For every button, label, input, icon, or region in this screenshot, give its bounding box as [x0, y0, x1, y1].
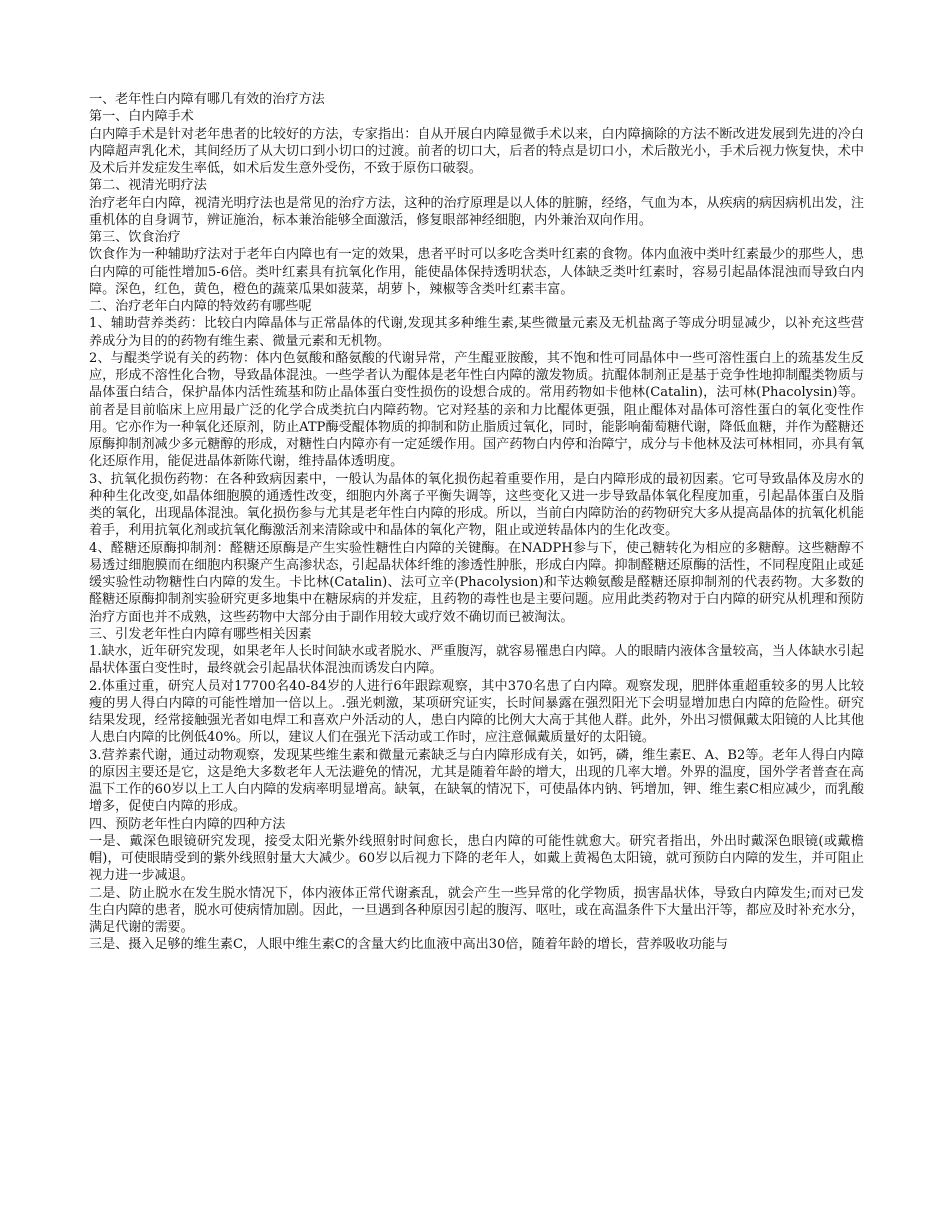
paragraph-vision-therapy: 治疗老年白内障，视清光明疗法也是常见的治疗方法，这种的治疗原理是以人体的脏腑，经络，气血为本，从疾病的病因病机出发，注重机体的自身调节，辨证施治，标本兼治能够全面激活，修复眼部神经细胞，内外兼治双向作用。 — [89, 195, 864, 228]
subheading-diet-therapy: 第三、饮食治疗 — [89, 230, 181, 245]
paragraph-dehydration: 1.缺水，近年研究发现，如果老年人长时间缺水或者脱水、严重腹泻，就容易罹患白内障。人的眼睛内液体含量较高，当人体缺水引起晶状体蛋白变性时，最终就会引起晶状体混浊而诱发白内障。 — [89, 644, 864, 677]
paragraph-antioxidant-drugs: 3、抗氧化损伤药物：在各种致病因素中，一般认为晶体的氧化损伤起着重要作用，是白内障形成的最初因素。它可导致晶体及房水的种种生化改变,如晶体细胞膜的通透性改变，细胞内外离子平衡失调等，这些变化又进一步导致晶体氧化程度加重，引起晶体蛋白及脂类的氧化，出现晶体混浊。氧化损伤参与尤其是老年性白内障的形成。所以，当前白内障防治的药物研究大多从提高晶体的抗氧化机能着手，利用抗氧化剂或抗氧化酶激活剂来清除或中和晶体的氧化产物，阻止或逆转晶体内的生化改变。 — [89, 471, 864, 539]
section-heading-3: 三、引发老年性白内障有哪些相关因素 — [89, 626, 312, 642]
paragraph-nutrient-metabolism: 3.营养素代谢，通过动物观察，发现某些维生素和微量元素缺乏与白内障形成有关，如钙，磷，维生素E、A、B2等。老年人得白内障的原因主要还是它，这是绝大多数老年人无法避免的情况，尤其是随着年龄的增大，出现的几率大增。外界的温度，国外学者普查在高温下工作的60岁以上工人白内障的发病率明显增高。缺氧，在缺氧的情况下，可使晶体内钠、钙增加，钾、维生素C相应减少，而乳酸增多，促使白内障的形成。 — [89, 747, 864, 815]
paragraph-quinone-drugs: 2、与醌类学说有关的药物：体内色氨酸和酪氨酸的代谢异常，产生醌亚胺酸，其不饱和性可同晶体中一些可溶性蛋白上的巯基发生反应，形成不溶性化合物，导致晶体混浊。一些学者认为醌体是老年性白内障的激发物质。抗醌体制剂正是基于竞争性地抑制醌类物质与晶体蛋白结合，保护晶体内活性巯基和防止晶体蛋白变性损伤的设想合成的。常用药物如卡他林(Catalin)，法可林(Phacolysin)等。前者是目前临床上应用最广泛的化学合成类抗白内障药物。它对羟基的亲和力比醌体更强，阻止醌体对晶体可溶性蛋白的氧化变性作用。它亦作为一种氧化还原剂，防止ATP酶受醌体物质的抑制和防止脂质过氧化，同时，能影响葡萄糖代谢，降低血糖，并作为醛糖还原酶抑制剂减少多元糖醇的形成，对糖性白内障亦有一定延缓作用。国产药物白内停和治障宁，成分与卡他林及法可林相同，亦具有氧化还原作用，能促进晶体新陈代谢，维持晶体透明度。 — [89, 350, 864, 470]
section-heading-1: 一、老年性白内障有哪几有效的治疗方法 — [89, 92, 325, 107]
paragraph-diet-therapy: 饮食作为一种辅助疗法对于老年白内障也有一定的效果，患者平时可以多吃含类叶红素的食物。体内血液中类叶红素最少的那些人，患白内障的可能性增加5-6倍。类叶红素具有抗氧化作用，能使晶体保持透明状态，人体缺乏类叶红素时，容易引起晶体混浊而导致白内障。深色，红色，黄色，橙色的蔬菜瓜果如菠菜，胡萝卜，辣椒等含类叶红素丰富。 — [89, 247, 864, 297]
document-body — [89, 91, 864, 954]
paragraph-cataract-surgery: 白内障手术是针对老年患者的比较好的方法，专家指出：自从开展白内障显微手术以来，白内障摘除的方法不断改进发展到先进的冷白内障超声乳化术，其间经历了从大切口到小切口的过渡。前者的切口大，后者的特点是切口小，术后散光小，手术后视力恢复快，术中及术后并发症发生率低，如术后发生意外受伤，不致于原伤口破裂。 — [89, 126, 864, 176]
section-heading-4: 四、预防老年性白内障的四种方法 — [89, 816, 286, 832]
subheading-cataract-surgery: 第一、白内障手术 — [89, 109, 194, 125]
paragraph-overweight: 2.体重过重，研究人员对17700名40-84岁的人进行6年跟踪观察，其中370名患了白内障。观察发现，肥胖体重超重较多的男人比较瘦的男人得白内障的可能性增加一倍以上。.强光刺激，某项研究证实，长时间暴露在强烈阳光下会明显增加患白内障的危险性。研究结果发现，经常接触强光者如电焊工和喜欢户外活动的人，患白内障的比例大大高于其他人群。此外，外出习惯佩戴太阳镜的人比其他人患白内障的比例低40%。所以，建议人们在强光下活动或工作时，应注意佩戴质量好的太阳镜。 — [89, 678, 864, 746]
paragraph-aldose-reductase-inhibitors: 4、醛糖还原酶抑制剂：醛糖还原酶是产生实验性糖性白内障的关键酶。在NADPH参与下，使己糖转化为相应的多糖醇。这些糖醇不易透过细胞膜而在细胞内积聚产生高渗状态，引起晶状体纤维的渗透性肿胀，形成白内障。抑制醛糖还原酶的活性，不同程度阻止或延缓实验性动物糖性白内障的发生。卡比林(Catalin)、法可立辛(Phacolysion)和苄达赖氨酸是醛糖还原抑制剂的代表药物。大多数的醛糖还原酶抑制剂实验研究更多地集中在糖尿病的并发症，且药物的毒性也是主要问题。应用此类药物对于白内障的研究从机理和预防治疗方面也并不成熟，这些药物中大部分由于副作用较大或疗效不确切而已被淘汰。 — [89, 540, 864, 625]
paragraph-vitamin-c: 三是、摄入足够的维生素C，人眼中维生素C的含量大约比血液中高出30倍，随着年龄的增长，营养吸收功能与 — [89, 937, 729, 953]
section-heading-2: 二、治疗老年白内障的特效药有哪些呢 — [89, 299, 312, 314]
paragraph-nutrition-drugs: 1、辅助营养类药：比较白内障晶体与正常晶体的代谢,发现其多种维生素,某些微量元素及无机盐离子等成分明显减少，以补充这些营养成分为目的的药物有维生素、微量元素和无机物。 — [89, 316, 864, 349]
paragraph-prevent-dehydration: 二是、防止脱水在发生脱水情况下，体内液体正常代谢紊乱，就会产生一些异常的化学物质，损害晶状体，导致白内障发生;而对已发生白内障的患者，脱水可使病情加剧。因此，一旦遇到各种原因引起的腹泻、呕吐，或在高温条件下大量出汗等，都应及时补充水分，满足代谢的需要。 — [89, 885, 864, 935]
subheading-vision-therapy: 第二、视清光明疗法 — [89, 178, 207, 194]
paragraph-dark-glasses: 一是、戴深色眼镜研究发现，接受太阳光紫外线照射时间愈长，患白内障的可能性就愈大。研究者指出，外出时戴深色眼镜(或戴檐帽)，可使眼睛受到的紫外线照射量大大减少。60岁以后视力下降的老年人，如戴上黄褐色太阳镜，就可预防白内障的发生，并可阻止视力进一步减退。 — [89, 833, 864, 884]
